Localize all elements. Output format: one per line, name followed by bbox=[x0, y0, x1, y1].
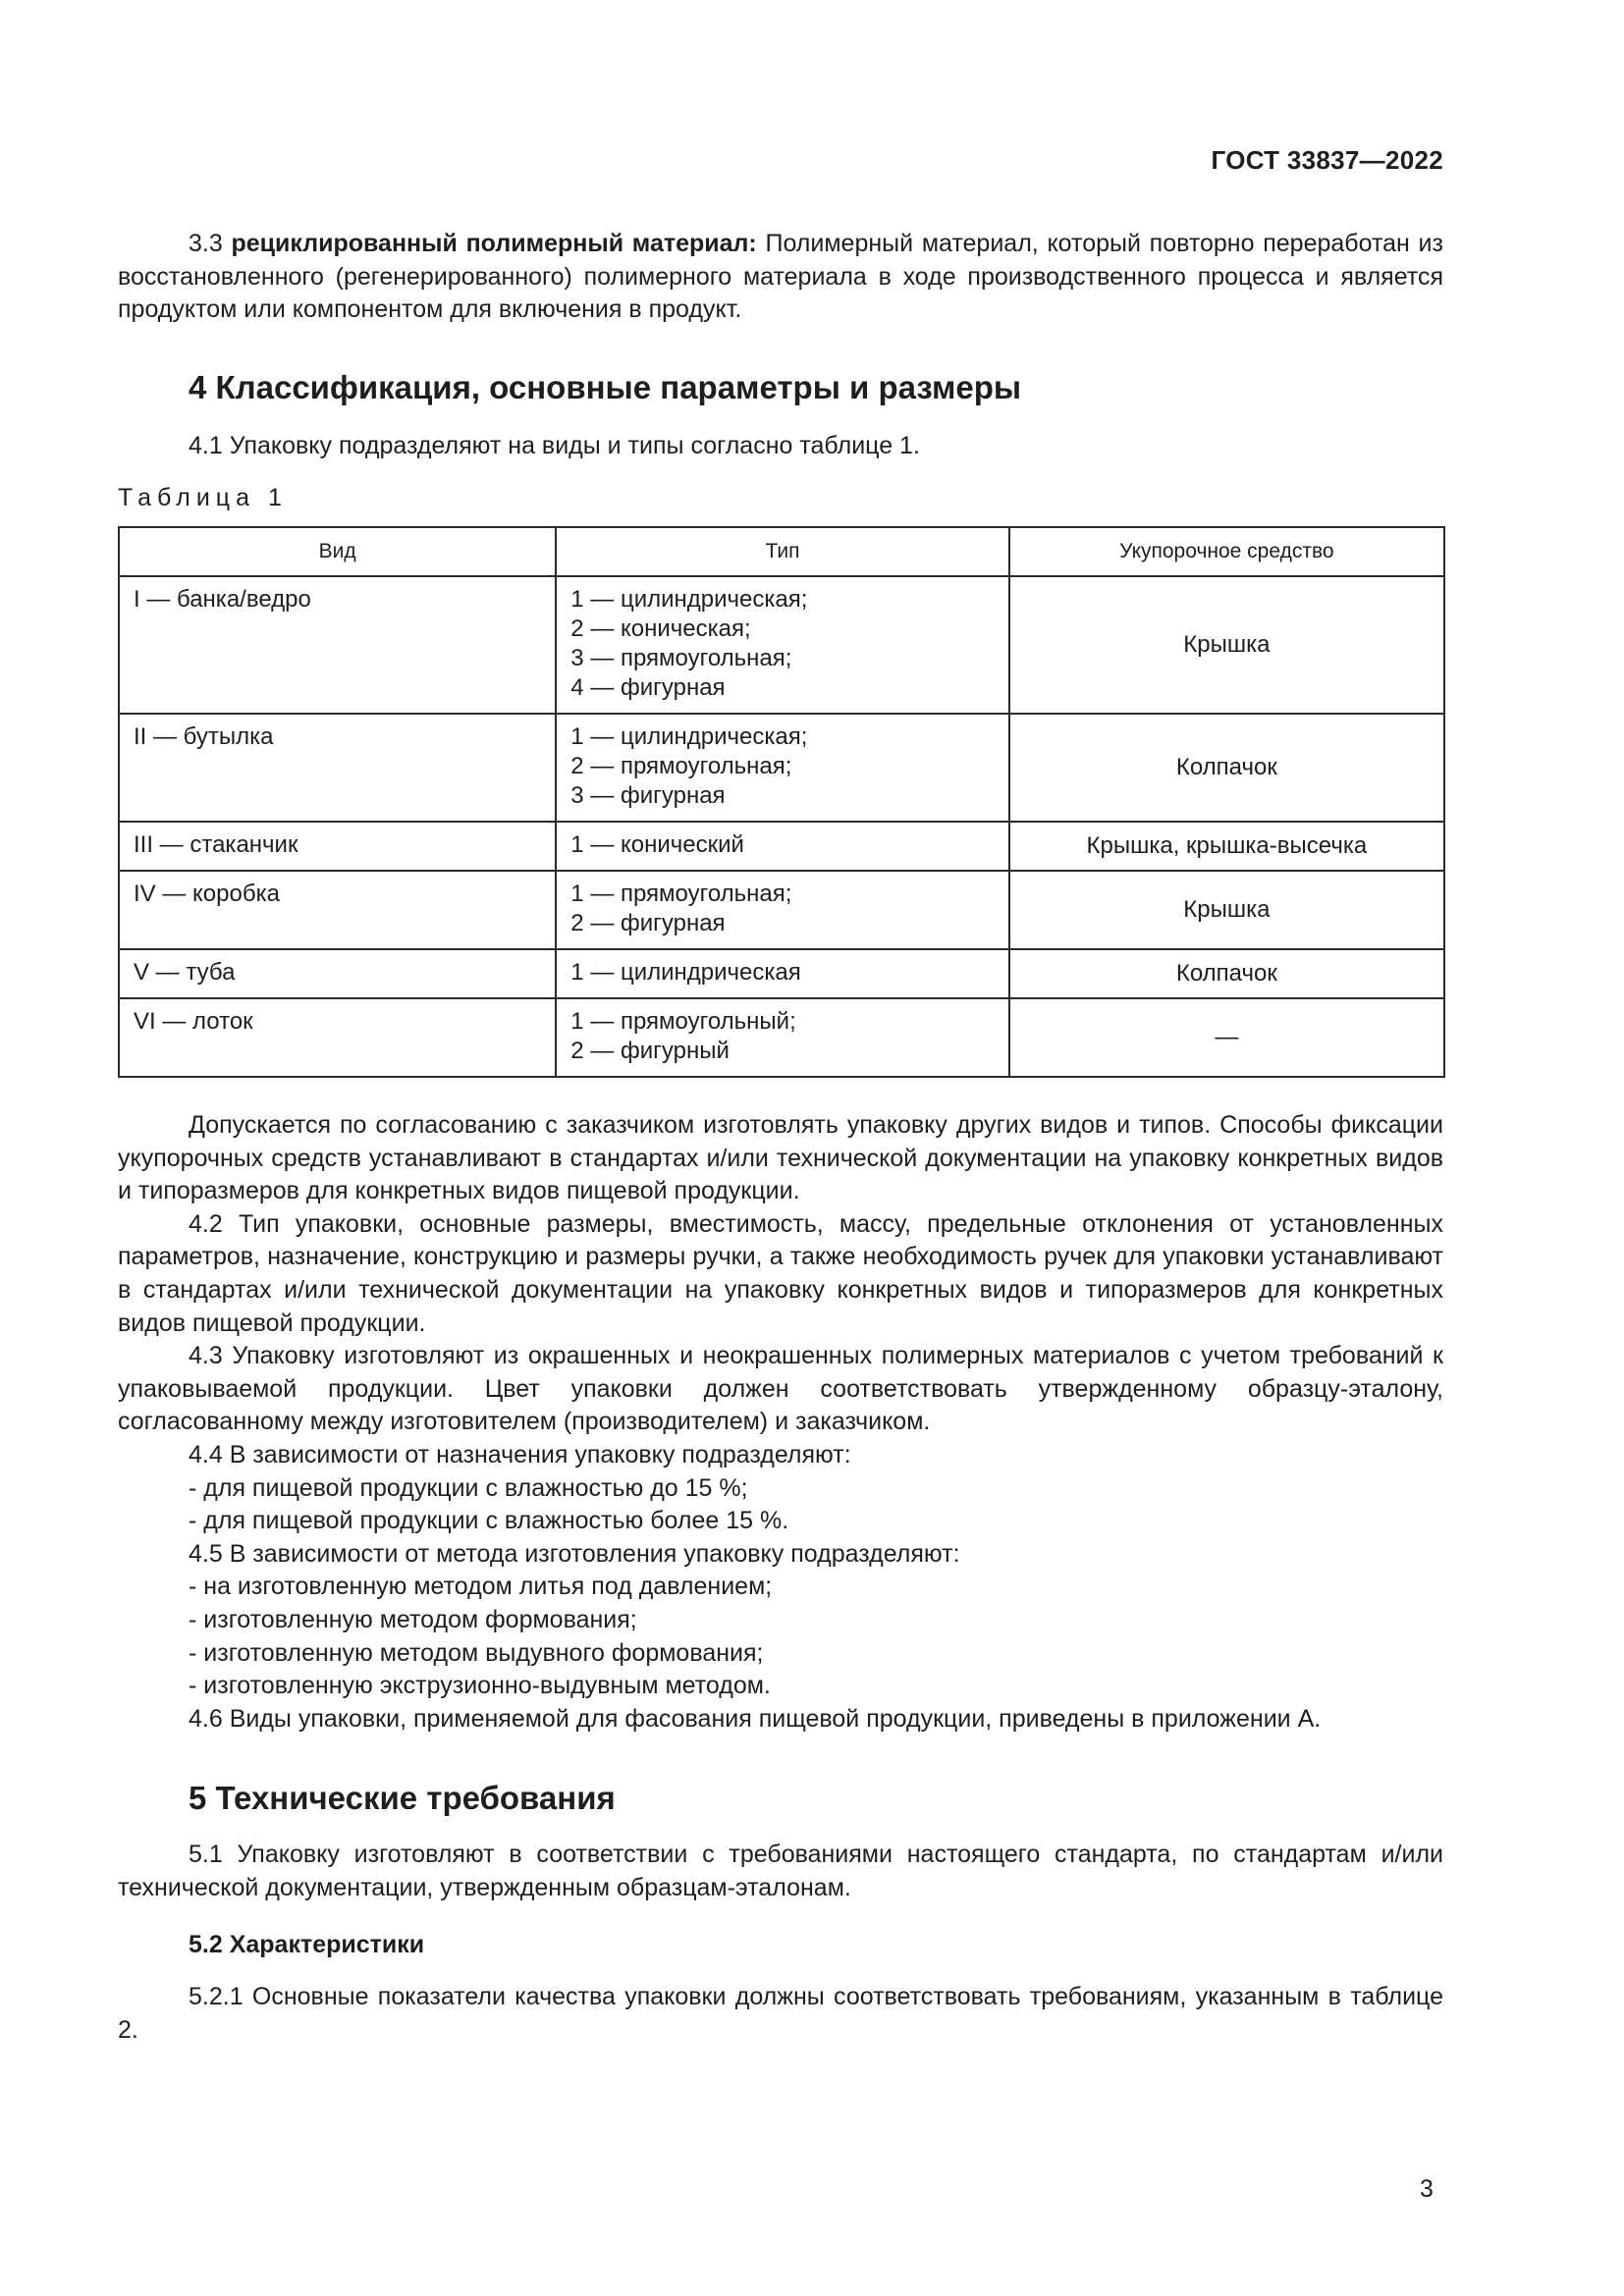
cell-closure: Крышка, крышка-высечка bbox=[1009, 822, 1444, 871]
list-item: - для пищевой продукции с влажностью более 15 %. bbox=[189, 1507, 789, 1535]
cell-type bbox=[556, 576, 1008, 714]
paragraph-note: Допускается по согласованию с заказчиком изготовлять упаковку других видов и типов. Способы фиксации укупорочных средств устанавливают в стандартах и/или технической документации на упаковку конкретных видов и типоразмеров для конкретных видов пищевой продукции. bbox=[118, 1111, 1443, 1205]
type-line: 2 — фигурный bbox=[570, 1038, 730, 1064]
cell-type bbox=[556, 871, 1008, 949]
type-line: 1 — прямоугольный; bbox=[570, 1008, 796, 1035]
paragraph-5-1-block bbox=[118, 1839, 1443, 1904]
type-line: 1 — прямоугольная; bbox=[570, 881, 792, 907]
page-number: 3 bbox=[1420, 2175, 1434, 2203]
table-1 bbox=[118, 526, 1445, 1078]
header-type: Тип bbox=[556, 527, 1008, 576]
table-row bbox=[119, 576, 1444, 714]
subsection-5-2-title: 5.2 Характеристики bbox=[189, 1931, 425, 1958]
paragraph-4-6: 4.6 Виды упаковки, применяемой для фасования пищевой продукции, приведены в приложении А. bbox=[189, 1704, 1322, 1733]
type-line: 2 — фигурная bbox=[570, 910, 726, 936]
table-header-row bbox=[119, 527, 1444, 576]
paragraph-5-2-1: 5.2.1 Основные показатели качества упаковки должны соответствовать требованиям, указанным в таблице 2. bbox=[118, 1983, 1443, 2044]
list-item: - изготовленную методом выдувного формования; bbox=[189, 1638, 764, 1667]
table-row bbox=[119, 871, 1444, 949]
paragraph-4-1 bbox=[118, 430, 1443, 463]
cell-closure: Крышка bbox=[1009, 576, 1444, 714]
table-row bbox=[119, 998, 1444, 1077]
cell-type bbox=[556, 822, 1008, 871]
paragraph-5-2-1-block bbox=[118, 1981, 1443, 2047]
definition-text: Полимерный материал, который повторно переработан из восстановленного (регенерированного) полимерного материала в ходе производственного процесса и является продуктом или компонентом для включения в продукт. bbox=[118, 230, 1443, 324]
cell-closure: Крышка bbox=[1009, 871, 1444, 949]
list-item: - на изготовленную методом литья под давлением; bbox=[189, 1573, 773, 1601]
cell-kind: V — туба bbox=[119, 949, 556, 998]
type-line: 1 — цилиндрическая; bbox=[570, 723, 808, 750]
type-line: 1 — конический bbox=[570, 831, 744, 858]
type-line: 1 — цилиндрическая bbox=[570, 959, 801, 986]
table-1-caption: Таблица 1 bbox=[118, 484, 288, 511]
table-row bbox=[119, 714, 1444, 822]
type-line: 3 — фигурная bbox=[570, 782, 726, 809]
cell-kind: I — банка/ведро bbox=[119, 576, 556, 714]
type-line: 2 — коническая; bbox=[570, 615, 751, 642]
cell-kind: III — стаканчик bbox=[119, 822, 556, 871]
cell-kind: VI — лоток bbox=[119, 998, 556, 1077]
definition-3-3 bbox=[118, 228, 1443, 327]
list-item: - изготовленную методом формования; bbox=[189, 1605, 637, 1633]
p-4-1: 4.1 Упаковку подразделяют на виды и типы согласно таблице 1. bbox=[189, 432, 920, 459]
cell-type bbox=[556, 949, 1008, 998]
cell-type bbox=[556, 714, 1008, 822]
table-row bbox=[119, 822, 1444, 871]
header-kind: Вид bbox=[119, 527, 556, 576]
section-4-body bbox=[118, 1109, 1443, 1735]
cell-closure: Колпачок bbox=[1009, 949, 1444, 998]
paragraph-4-5: 4.5 В зависимости от метода изготовления упаковку подразделяют: bbox=[189, 1539, 960, 1568]
cell-type bbox=[556, 998, 1008, 1077]
cell-closure: Колпачок bbox=[1009, 714, 1444, 822]
definition-term: рециклированный полимерный материал: bbox=[231, 230, 757, 257]
section-4-title: 4 Классификация, основные параметры и размеры bbox=[189, 369, 1022, 405]
type-line: 1 — цилиндрическая; bbox=[570, 586, 808, 613]
table-row bbox=[119, 949, 1444, 998]
cell-kind: IV — коробка bbox=[119, 871, 556, 949]
cell-kind: II — бутылка bbox=[119, 714, 556, 822]
definition-number: 3.3 bbox=[189, 230, 223, 257]
list-item: - для пищевой продукции с влажностью до 15 %; bbox=[189, 1473, 748, 1502]
cell-closure: — bbox=[1009, 998, 1444, 1077]
paragraph-4-2: 4.2 Тип упаковки, основные размеры, вместимость, массу, предельные отклонения от установленных параметров, назначение, конструкцию и размеры ручки, а также необходимость ручек для упаковки устанавливают в стандартах и/или технической документации на упаковку конкретных видов и типоразмеров для конкретных видов пищевой продукции. bbox=[118, 1209, 1443, 1337]
paragraph-4-4: 4.4 В зависимости от назначения упаковку подразделяют: bbox=[189, 1440, 851, 1468]
list-item: - изготовленную экструзионно-выдувным методом. bbox=[189, 1672, 771, 1700]
document-id: ГОСТ 33837—2022 bbox=[1211, 145, 1443, 175]
type-line: 4 — фигурная bbox=[570, 674, 726, 701]
type-line: 3 — прямоугольная; bbox=[570, 645, 792, 671]
paragraph-5-1: 5.1 Упаковку изготовляют в соответствии с требованиями настоящего стандарта, по стандартам и/или технической документации, утвержденным образцам-эталонам. bbox=[118, 1841, 1443, 1901]
type-line: 2 — прямоугольная; bbox=[570, 753, 792, 779]
header-closure: Укупорочное средство bbox=[1009, 527, 1444, 576]
section-5-title: 5 Технические требования bbox=[189, 1780, 616, 1816]
paragraph-4-3: 4.3 Упаковку изготовляют из окрашенных и неокрашенных полимерных материалов с учетом требований к упаковываемой продукции. Цвет упаковки должен соответствовать утвержденному образцу-эталону, согласованному между изготовителем (производителем) и заказчиком. bbox=[118, 1342, 1443, 1436]
